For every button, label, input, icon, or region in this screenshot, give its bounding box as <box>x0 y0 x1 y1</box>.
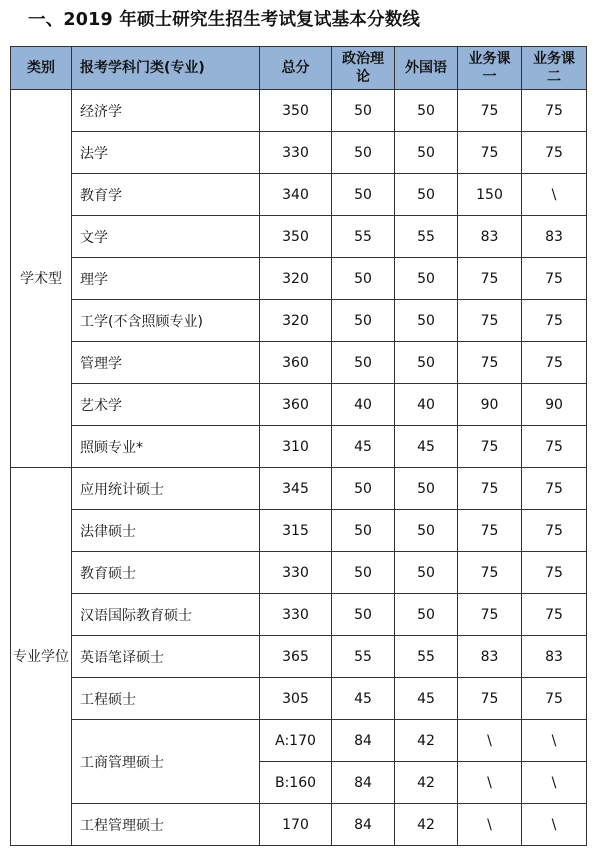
course1-cell: \ <box>458 804 522 846</box>
major-cell: 法学 <box>72 132 260 174</box>
table-row <box>11 720 587 762</box>
course1-cell: 75 <box>458 90 522 132</box>
course2-cell: 75 <box>522 342 587 384</box>
course2-cell: \ <box>522 720 587 762</box>
table-row <box>11 552 587 594</box>
foreign-cell: 45 <box>395 426 458 468</box>
politics-cell: 40 <box>332 384 395 426</box>
foreign-cell: 50 <box>395 258 458 300</box>
politics-cell: 50 <box>332 552 395 594</box>
foreign-cell: 42 <box>395 720 458 762</box>
total-cell: 310 <box>260 426 332 468</box>
politics-cell: 45 <box>332 678 395 720</box>
table-row <box>11 300 587 342</box>
total-cell: 330 <box>260 552 332 594</box>
header-total: 总分 <box>260 47 332 90</box>
course1-cell: 75 <box>458 426 522 468</box>
total-cell: 305 <box>260 678 332 720</box>
score-table <box>10 46 587 846</box>
politics-cell: 84 <box>332 804 395 846</box>
course2-cell: 75 <box>522 510 587 552</box>
major-cell: 艺术学 <box>72 384 260 426</box>
foreign-cell: 45 <box>395 678 458 720</box>
course2-cell: \ <box>522 804 587 846</box>
politics-cell: 50 <box>332 510 395 552</box>
course1-cell: \ <box>458 720 522 762</box>
major-cell: 理学 <box>72 258 260 300</box>
category-professional: 专业学位 <box>11 468 72 846</box>
course1-cell: 150 <box>458 174 522 216</box>
table-row <box>11 384 587 426</box>
table-row <box>11 216 587 258</box>
politics-cell: 50 <box>332 174 395 216</box>
course2-cell: 83 <box>522 636 587 678</box>
total-cell: A:170 <box>260 720 332 762</box>
total-cell: B:160 <box>260 762 332 804</box>
table-row <box>11 90 587 132</box>
course1-cell: 75 <box>458 300 522 342</box>
header-category: 类别 <box>11 47 72 90</box>
course1-cell: 75 <box>458 468 522 510</box>
total-cell: 330 <box>260 594 332 636</box>
foreign-cell: 50 <box>395 300 458 342</box>
course2-cell: 83 <box>522 216 587 258</box>
politics-cell: 50 <box>332 90 395 132</box>
table-row <box>11 636 587 678</box>
foreign-cell: 50 <box>395 552 458 594</box>
course1-cell: \ <box>458 762 522 804</box>
foreign-cell: 50 <box>395 90 458 132</box>
major-cell: 法律硕士 <box>72 510 260 552</box>
course1-cell: 75 <box>458 258 522 300</box>
total-cell: 340 <box>260 174 332 216</box>
major-cell-mba: 工商管理硕士 <box>72 720 260 804</box>
major-cell: 工程管理硕士 <box>72 804 260 846</box>
header-major: 报考学科门类(专业) <box>72 47 260 90</box>
politics-cell: 50 <box>332 342 395 384</box>
table-row <box>11 804 587 846</box>
header-course1: 业务课一 <box>458 47 522 90</box>
course1-cell: 75 <box>458 132 522 174</box>
foreign-cell: 55 <box>395 216 458 258</box>
course2-cell: 75 <box>522 258 587 300</box>
politics-cell: 50 <box>332 468 395 510</box>
table-row <box>11 510 587 552</box>
politics-cell: 50 <box>332 594 395 636</box>
foreign-cell: 50 <box>395 468 458 510</box>
politics-cell: 50 <box>332 132 395 174</box>
table-row <box>11 426 587 468</box>
major-cell: 照顾专业* <box>72 426 260 468</box>
total-cell: 360 <box>260 384 332 426</box>
major-cell: 工学(不含照顾专业) <box>72 300 260 342</box>
major-cell: 教育学 <box>72 174 260 216</box>
politics-cell: 45 <box>332 426 395 468</box>
category-academic: 学术型 <box>11 90 72 468</box>
course2-cell: 90 <box>522 384 587 426</box>
course1-cell: 75 <box>458 342 522 384</box>
course1-cell: 75 <box>458 510 522 552</box>
politics-cell: 55 <box>332 216 395 258</box>
total-cell: 330 <box>260 132 332 174</box>
major-cell: 英语笔译硕士 <box>72 636 260 678</box>
course2-cell: 75 <box>522 300 587 342</box>
politics-cell: 84 <box>332 762 395 804</box>
course2-cell: 75 <box>522 426 587 468</box>
foreign-cell: 42 <box>395 762 458 804</box>
foreign-cell: 40 <box>395 384 458 426</box>
major-cell: 应用统计硕士 <box>72 468 260 510</box>
table-row <box>11 132 587 174</box>
course2-cell: 75 <box>522 552 587 594</box>
course2-cell: 75 <box>522 90 587 132</box>
foreign-cell: 55 <box>395 636 458 678</box>
header-politics: 政治理论 <box>332 47 395 90</box>
course2-cell: 75 <box>522 594 587 636</box>
politics-cell: 55 <box>332 636 395 678</box>
total-cell: 350 <box>260 216 332 258</box>
course1-cell: 83 <box>458 216 522 258</box>
foreign-cell: 50 <box>395 132 458 174</box>
foreign-cell: 50 <box>395 510 458 552</box>
total-cell: 320 <box>260 300 332 342</box>
course1-cell: 75 <box>458 678 522 720</box>
course1-cell: 75 <box>458 594 522 636</box>
total-cell: 345 <box>260 468 332 510</box>
total-cell: 170 <box>260 804 332 846</box>
major-cell: 工程硕士 <box>72 678 260 720</box>
page-title: 一、2019 年硕士研究生招生考试复试基本分数线 <box>28 10 421 30</box>
total-cell: 365 <box>260 636 332 678</box>
table-row <box>11 258 587 300</box>
total-cell: 315 <box>260 510 332 552</box>
course1-cell: 75 <box>458 552 522 594</box>
foreign-cell: 50 <box>395 342 458 384</box>
politics-cell: 50 <box>332 300 395 342</box>
course2-cell: 75 <box>522 678 587 720</box>
header-foreign: 外国语 <box>395 47 458 90</box>
table-row <box>11 174 587 216</box>
total-cell: 350 <box>260 90 332 132</box>
table-row <box>11 342 587 384</box>
course2-cell: \ <box>522 174 587 216</box>
foreign-cell: 50 <box>395 174 458 216</box>
major-cell: 汉语国际教育硕士 <box>72 594 260 636</box>
course1-cell: 83 <box>458 636 522 678</box>
header-row <box>11 47 587 90</box>
foreign-cell: 50 <box>395 594 458 636</box>
politics-cell: 84 <box>332 720 395 762</box>
course2-cell: 75 <box>522 132 587 174</box>
table-row <box>11 594 587 636</box>
course2-cell: 75 <box>522 468 587 510</box>
major-cell: 经济学 <box>72 90 260 132</box>
foreign-cell: 42 <box>395 804 458 846</box>
total-cell: 360 <box>260 342 332 384</box>
table-row <box>11 468 587 510</box>
major-cell: 管理学 <box>72 342 260 384</box>
total-cell: 320 <box>260 258 332 300</box>
major-cell: 文学 <box>72 216 260 258</box>
course2-cell: \ <box>522 762 587 804</box>
header-course2: 业务课二 <box>522 47 587 90</box>
politics-cell: 50 <box>332 258 395 300</box>
major-cell: 教育硕士 <box>72 552 260 594</box>
table-row <box>11 678 587 720</box>
course1-cell: 90 <box>458 384 522 426</box>
